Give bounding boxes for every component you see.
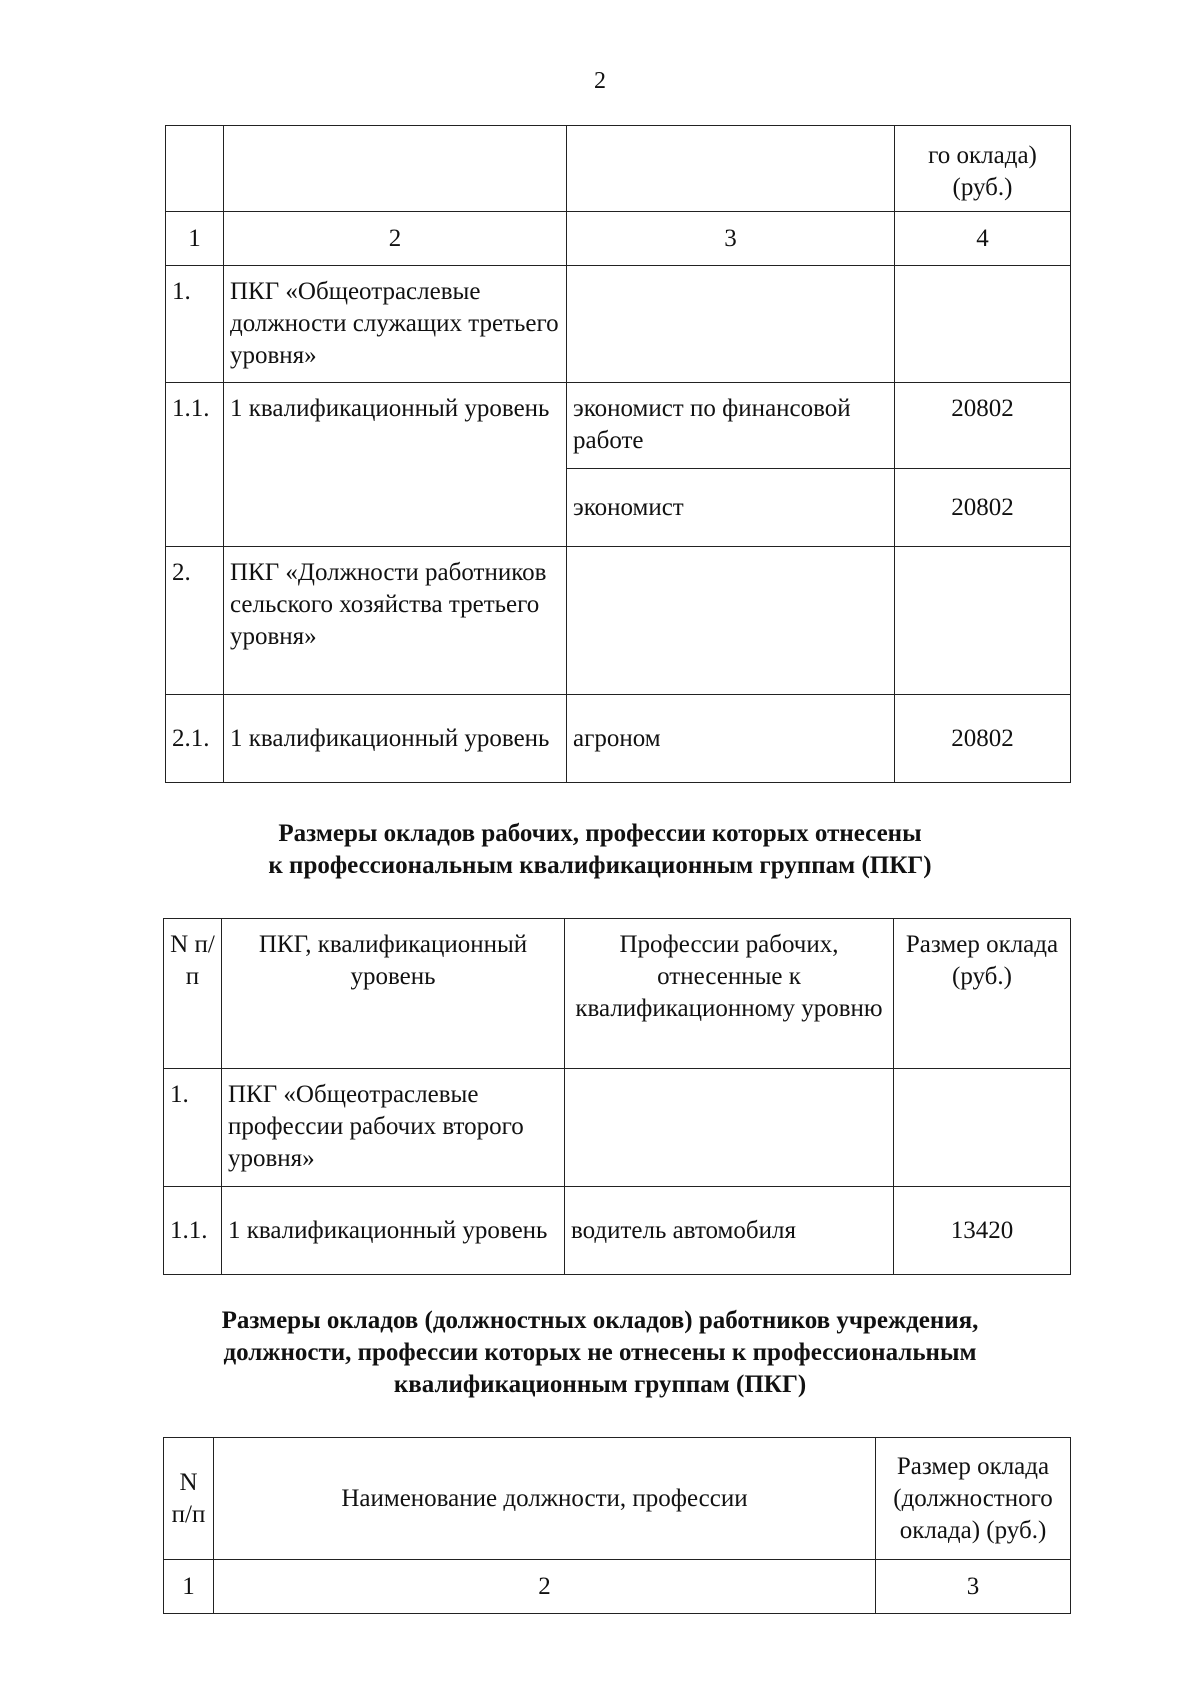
salary-value: 20802 [895, 383, 1071, 469]
level-name: 1 квалификационный уровень [224, 695, 567, 783]
column-number: 2 [214, 1560, 876, 1614]
salary-table-other [163, 1437, 1071, 1614]
table-row [166, 212, 1071, 266]
column-number: 3 [876, 1560, 1071, 1614]
level-name: 1 квалификационный уровень [224, 383, 567, 547]
position-name: экономист [567, 469, 895, 547]
header-cell: Размер оклада (должностного оклада) (руб.) [876, 1438, 1071, 1560]
table-row [164, 919, 1071, 1069]
position-name: агроном [567, 695, 895, 783]
salary-value: 13420 [894, 1187, 1071, 1275]
table-row [164, 1438, 1071, 1560]
header-cell: Наименование должности, профессии [214, 1438, 876, 1560]
row-number: 2.1. [166, 695, 224, 783]
salary-value: 20802 [895, 695, 1071, 783]
header-cell: N п/п [164, 1438, 214, 1560]
page-number: 2 [594, 68, 606, 94]
salary-table-workers [163, 918, 1071, 1275]
row-number: 1.1. [164, 1187, 222, 1275]
table-row [166, 547, 1071, 695]
position-name: экономист по финансовой работе [567, 383, 895, 469]
table-row [164, 1187, 1071, 1275]
section-heading-workers: Размеры окладов рабочих, профессии которых отнесены к профессиональным квалификационным группам (ПКГ) [268, 820, 932, 879]
header-cell: N п/п [164, 919, 222, 1069]
salary-table-employees [165, 125, 1071, 783]
level-name: 1 квалификационный уровень [222, 1187, 565, 1275]
header-cell: ПКГ, квалификационный уровень [222, 919, 565, 1069]
column-number: 4 [895, 212, 1071, 266]
table-row [166, 126, 1071, 212]
row-number: 1. [166, 266, 224, 383]
column-number: 1 [166, 212, 224, 266]
table-row [166, 266, 1071, 383]
table-row [166, 695, 1071, 783]
column-number: 1 [164, 1560, 214, 1614]
header-cell: Размер оклада (руб.) [894, 919, 1071, 1069]
row-number: 1.1. [166, 383, 224, 547]
header-cell: Профессии рабочих, отнесенные к квалификационному уровню [565, 919, 894, 1069]
row-number: 1. [164, 1069, 222, 1187]
header-cell: го оклада) (руб.) [895, 126, 1071, 212]
group-name: ПКГ «Должности работников сельского хозяйства третьего уровня» [224, 547, 567, 695]
table-row [164, 1560, 1071, 1614]
salary-value: 20802 [895, 469, 1071, 547]
table-row [164, 1069, 1071, 1187]
column-number: 2 [224, 212, 567, 266]
column-number: 3 [567, 212, 895, 266]
group-name: ПКГ «Общеотраслевые должности служащих третьего уровня» [224, 266, 567, 383]
row-number: 2. [166, 547, 224, 695]
group-name: ПКГ «Общеотраслевые профессии рабочих второго уровня» [222, 1069, 565, 1187]
position-name: водитель автомобиля [565, 1187, 894, 1275]
table-row [166, 383, 1071, 469]
section-heading-other: Размеры окладов (должностных окладов) работников учреждения, должности, профессии которых не отнесены к профессиональным квалификационным группам (ПКГ) [221, 1307, 979, 1398]
